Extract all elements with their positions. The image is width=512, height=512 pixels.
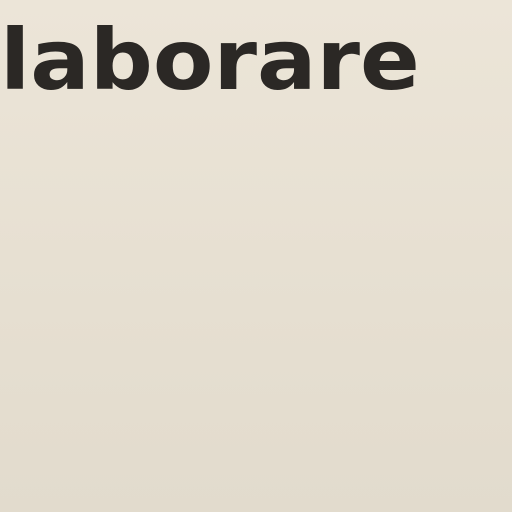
page-heading: laborare — [0, 11, 420, 109]
